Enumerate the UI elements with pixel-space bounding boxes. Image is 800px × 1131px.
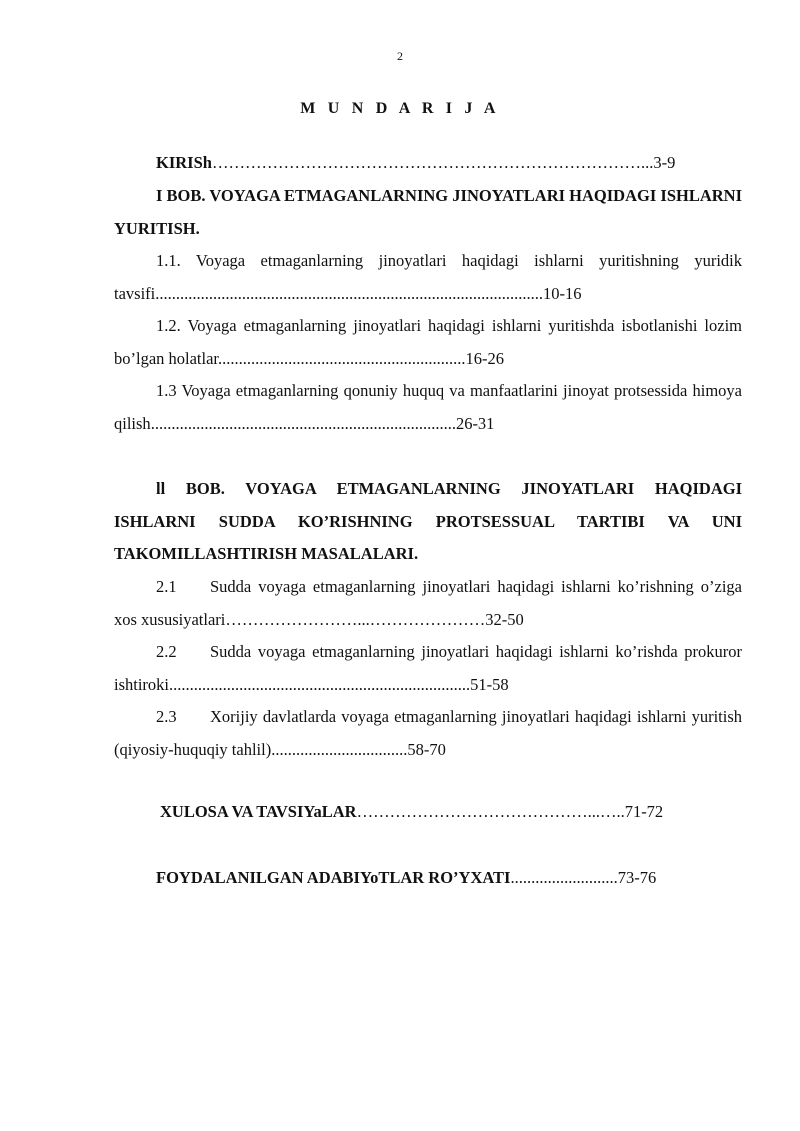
toc-pages: 10-16 xyxy=(543,283,582,303)
toc-entry-2-1[interactable] xyxy=(114,571,742,636)
toc-chapter-1-heading[interactable] xyxy=(114,180,742,245)
toc-pages: 73-76 xyxy=(617,868,657,887)
toc-pages: 16-26 xyxy=(465,348,505,368)
toc-leader: ……………………………………………………………………... xyxy=(211,153,654,172)
toc-pages: 71-72 xyxy=(624,802,664,821)
toc-chapter-2-heading[interactable] xyxy=(114,473,742,571)
toc-entry-1-3[interactable] xyxy=(114,375,742,440)
toc-pages: 26-31 xyxy=(455,413,495,433)
toc-entry-1-1[interactable] xyxy=(114,245,742,310)
toc-entry-text: Sudda voyaga etmaganlarning jinoyatlari haqidagi ishlarni ko’rishning o’ziga xos xususiyatlari xyxy=(114,577,742,629)
toc-entry-xulosa[interactable] xyxy=(114,796,742,829)
toc-pages: 3-9 xyxy=(653,153,676,172)
toc-label: XULOSA VA TAVSIYaLAR xyxy=(160,802,357,821)
toc-entry-text: Xorijiy davlatlarda voyaga etmaganlarning jinoyatlari haqidagi ishlarni yuritish (qiyosiy-huquqiy tahlil) xyxy=(114,707,742,759)
toc-pages: 58-70 xyxy=(407,739,446,759)
toc-entry-text: 1.3 Voyaga etmaganlarning qonuniy huquq va manfaatlarini jinoyat protsessida himoya qilish xyxy=(114,381,742,433)
toc-leader: ............................................................ xyxy=(218,348,466,368)
toc-entry-text: Sudda voyaga etmaganlarning jinoyatlari haqidagi ishlarni ko’rishda prokuror ishtiroki xyxy=(114,642,742,694)
toc-entry-foydalanilgan-adabiyotlar[interactable] xyxy=(114,862,742,895)
toc-label: FOYDALANILGAN ADABIYoTLAR RO’YXATI xyxy=(156,868,511,887)
toc-leader: ......................................................................... xyxy=(169,674,471,694)
toc-entry-text: 1.1. Voyaga etmaganlarning jinoyatlari haqidagi ishlarni yuritishning yuridik tavsifi xyxy=(114,251,742,303)
chapter-heading-text: ll BOB. VOYAGA ETMAGANLARNING JINOYATLARI HAQIDAGI ISHLARNI SUDDA KO’RISHNING PROTSESSUAL TARTIBI VA UNI TAKOMILLASHTIRISH MASALALARI. xyxy=(114,479,742,563)
toc-entry-number: 2.2 xyxy=(156,642,177,661)
toc-entry-number: 2.3 xyxy=(156,707,177,726)
chapter-heading-text: I BOB. VOYAGA ETMAGANLARNING JINOYATLARI HAQIDAGI ISHLARNI YURITISH. xyxy=(114,186,742,238)
toc-leader: .............................................................................................. xyxy=(155,283,543,303)
page-number: 2 xyxy=(397,49,403,63)
toc-leader: ................................. xyxy=(271,739,408,759)
toc-label: KIRISh xyxy=(156,153,212,172)
toc-entry-number: 2.1 xyxy=(156,577,177,596)
toc-leader: .......................... xyxy=(510,868,618,887)
toc-pages: 51-58 xyxy=(470,674,509,694)
toc-pages: 32-50 xyxy=(485,609,524,629)
toc-leader: ……………………………………...….. xyxy=(356,802,625,821)
toc-entry-2-2[interactable] xyxy=(114,636,742,701)
toc-entry-kirish[interactable] xyxy=(114,147,742,180)
toc-leader: .......................................................................... xyxy=(150,413,456,433)
toc-entry-2-3[interactable] xyxy=(114,701,742,766)
page-title: M U N D A R I J A xyxy=(300,100,500,117)
toc-entry-text: 1.2. Voyaga etmaganlarning jinoyatlari haqidagi ishlarni yuritishda isbotlanishi lozim bo’lgan holatlar xyxy=(114,316,742,368)
toc-entry-1-2[interactable] xyxy=(114,310,742,375)
toc-leader: ……………………...………………… xyxy=(225,609,486,629)
